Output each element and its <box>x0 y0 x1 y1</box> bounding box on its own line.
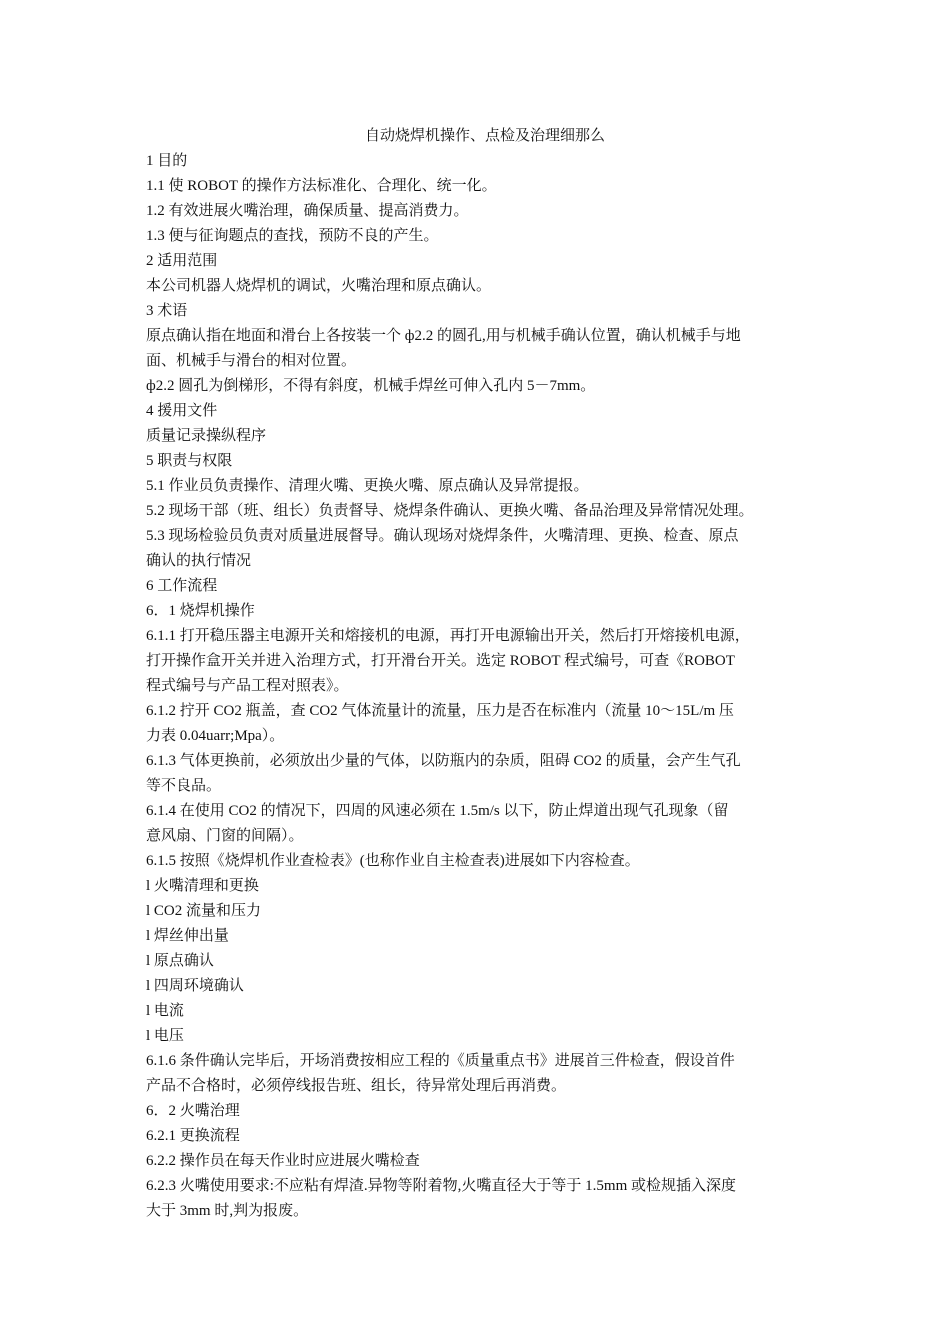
text-line: 3 术语 <box>146 303 188 319</box>
text-line: 意风扇、门窗的间隔）。 <box>146 828 304 844</box>
text-line: l 电压 <box>146 1028 184 1044</box>
text-line: l 火嘴清理和更换 <box>146 878 259 894</box>
text-line: 6.1.3 气体更换前，必须放出少量的气体，以防瓶内的杂质，阻碍 CO2 的质量，会产生气孔 <box>146 753 741 769</box>
text-line: l 四周环境确认 <box>146 978 244 994</box>
document-title: 自动烧焊机操作、点检及治理细那么 <box>364 128 605 144</box>
text-line: 原点确认指在地面和滑台上各按装一个 ф2.2 的圆孔,用与机械手确认位置，确认机械手与地 <box>146 328 741 344</box>
document-page <box>146 124 816 1224</box>
text-line: l 电流 <box>146 1003 184 1019</box>
text-line: 等不良品。 <box>146 778 222 794</box>
text-line: l CO2 流量和压力 <box>146 903 262 919</box>
text-line: 1 目的 <box>146 153 188 169</box>
text-line: 6 工作流程 <box>146 578 218 594</box>
text-line: 产品不合格时，必须停线报告班、组长，待异常处理后再消费。 <box>146 1078 567 1094</box>
text-line: 质量记录操纵程序 <box>146 428 267 444</box>
text-line: 1.3 便与征询题点的查找，预防不良的产生。 <box>146 228 439 244</box>
text-line: 6.1.4 在使用 CO2 的情况下，四周的风速必须在 1.5m/s 以下，防止焊道出现气孔现象（留 <box>146 803 729 819</box>
text-line: 6.2.1 更换流程 <box>146 1128 240 1144</box>
text-line: 6.1.1 打开稳压器主电源开关和熔接机的电源，再打开电源输出开关，然后打开熔接机电源， <box>146 628 750 644</box>
text-line: 5.1 作业员负责操作、清理火嘴、更换火嘴、原点确认及异常提报。 <box>146 478 589 494</box>
text-line: 面、机械手与滑台的相对位置。 <box>146 353 357 369</box>
text-line: 6.2.2 操作员在每天作业时应进展火嘴检查 <box>146 1153 420 1169</box>
text-line: 确认的执行情况 <box>146 553 252 569</box>
text-line: 打开操作盒开关并进入治理方式，打开滑台开关。选定 ROBOT 程式编号，可查《ROBOT <box>146 653 735 669</box>
text-line: 5.3 现场检验员负责对质量进展督导。确认现场对烧焊条件，火嘴清理、更换、检查、原点 <box>146 528 739 544</box>
text-line: 5.2 现场干部（班、组长）负责督导、烧焊条件确认、更换火嘴、备品治理及异常情况处理。 <box>146 503 754 519</box>
text-line: 6.1.6 条件确认完毕后，开场消费按相应工程的《质量重点书》进展首三件检查，假设首件 <box>146 1053 735 1069</box>
text-line: 6．1 烧焊机操作 <box>146 603 255 619</box>
text-line: l 原点确认 <box>146 953 214 969</box>
text-line: 力表 0.04uarr;Mpa）。 <box>146 728 285 744</box>
text-line: 1.1 使 ROBOT 的操作方法标准化、合理化、统一化。 <box>146 178 497 194</box>
text-line: 6.1.2 拧开 CO2 瓶盖，查 CO2 气体流量计的流量，压力是否在标准内（流量 10～15L/m 压 <box>146 703 734 719</box>
text-line: 2 适用范围 <box>146 253 218 269</box>
text-line: l 焊丝伸出量 <box>146 928 229 944</box>
text-line: 4 援用文件 <box>146 403 218 419</box>
text-line: 1.2 有效进展火嘴治理，确保质量、提高消费力。 <box>146 203 469 219</box>
text-line: 程式编号与产品工程对照表》。 <box>146 678 349 694</box>
text-line: 大于 3mm 时,判为报废。 <box>146 1203 309 1219</box>
text-line: 本公司机器人烧焊机的调试，火嘴治理和原点确认。 <box>146 278 492 294</box>
text-line: 6．2 火嘴治理 <box>146 1103 240 1119</box>
text-line: 6.1.5 按照《烧焊机作业查检表》(也称作业自主检查表)进展如下内容检查。 <box>146 853 640 869</box>
text-line: 5 职责与权限 <box>146 453 233 469</box>
text-line: ф2.2 圆孔为倒梯形，不得有斜度，机械手焊丝可伸入孔内 5－7mm。 <box>146 378 596 394</box>
document-body <box>146 149 816 1224</box>
text-line: 6.2.3 火嘴使用要求:不应粘有焊渣.异物等附着物,火嘴直径大于等于 1.5mm 或检规插入深度 <box>146 1178 737 1194</box>
